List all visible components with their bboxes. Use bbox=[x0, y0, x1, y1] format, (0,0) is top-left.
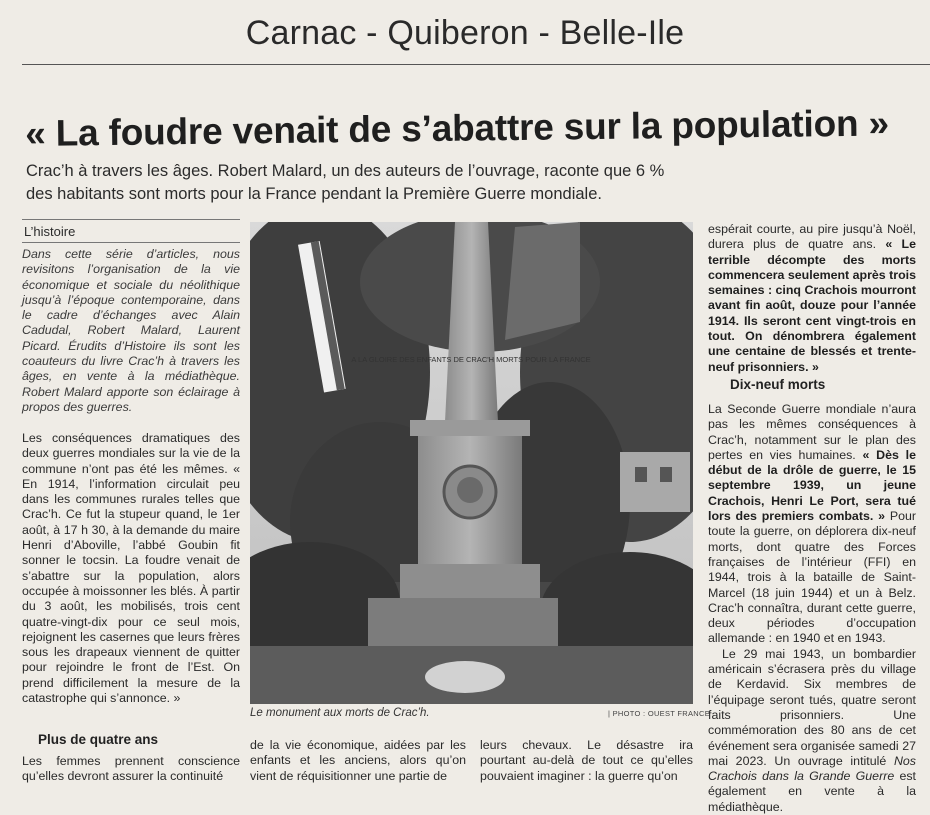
rubric-bottom-rule bbox=[22, 242, 240, 243]
monument-inscription: A LA GLOIRE DES ENFANTS DE CRAC'H MORTS POUR LA FRANCE bbox=[351, 355, 591, 364]
monument-photo bbox=[250, 222, 693, 704]
book-title: Nos Crachois dans la Grande Guerre bbox=[708, 753, 916, 784]
standfirst-line-2: des habitants sont morts pour la France pendant la Première Guerre mondiale. bbox=[26, 185, 602, 203]
column-4-part-2 bbox=[708, 402, 916, 815]
rubric-top-rule bbox=[22, 219, 240, 220]
column-1-tail: Les femmes prennent conscience qu’elles devront assurer la continuité bbox=[22, 754, 240, 784]
article-standfirst bbox=[26, 160, 726, 206]
photo-caption: Le monument aux morts de Crac’h. bbox=[250, 707, 430, 719]
masthead-rule bbox=[22, 64, 930, 65]
article-headline: « La foudre venait de s’abattre sur la population » bbox=[25, 102, 890, 154]
standfirst-line-1: Crac’h à travers les âges. Robert Malard, un des auteurs de l’ouvrage, raconte que 6 % bbox=[26, 162, 665, 180]
column-4-text-4: Le 29 mai 1943, un bombardier américain s’écrasera près du village de Kerdavid. Six membres de l’équipage seront tués, quatre seront faits prisonniers. Une commémoration des 80 ans de cet événement sera organisée samedi 27 mai 2023. Un ouvrage intitulé bbox=[708, 646, 916, 768]
column-4-part-1 bbox=[708, 222, 916, 375]
monument-photo-svg bbox=[250, 222, 693, 704]
column-4-paragraph-3 bbox=[708, 647, 916, 815]
column-1-paragraph: Les conséquences dramatiques des deux guerres mondiales sur la vie de la commune n’ont pas été les mêmes. « En 1914, l’information circulait peu dans les communes rurales telles que Crac’h. Ce fut la stupeur quand, le 1er août, à 17 h 30, à la demande du maire Henri d’Aboville, l’abbé Goubin fit sonner le tocsin. La foudre venait de s’abattre sur la population, alors occupée à moissonner les blés. À partir du 3 août, les mobilisés, trois cent quatre-vingt-dix pour ce seul mois, rejoignent les casernes que leurs frères sous les drapeaux viennent de quitter pour rejoindre le front de l’Est. On prend difficilement la mesure de la catastrophe qui s’annonce. » bbox=[22, 431, 240, 706]
column-4-quote-2: « Dès le début de la drôle de guerre, le 15 septembre 1939, un jeune Crachois, Henri Le Port, sera tué lors des premiers combats. » bbox=[708, 447, 916, 524]
column-2-tail: de la vie économique, aidées par les enfants et les anciens, alors qu’on vient de réquisitionner une partie de bbox=[250, 738, 466, 783]
photo-credit: | PHOTO : OUEST FRANCE bbox=[608, 709, 711, 718]
masthead-title: Carnac - Quiberon - Belle-Ile bbox=[245, 14, 685, 52]
column-4-text-5: est également en vente à la médiathèque. bbox=[708, 769, 916, 814]
subhead-plus-de-quatre-ans: Plus de quatre ans bbox=[38, 732, 159, 747]
column-1-body bbox=[22, 431, 240, 706]
subhead-dix-neuf-morts: Dix-neuf morts bbox=[730, 377, 826, 392]
column-4-text: espérait courte, au pire jusqu’à Noël, durera plus de quatre ans. bbox=[708, 222, 916, 252]
intro-text: Dans cette série d’articles, nous revisitons l’organisation de la vie économique et sociale du néolithique jusqu’à l’époque contemporaine, dans le cadre d’échanges avec Alain Cadudal, Robert Malard, Laurent Picard. Érudits d’Histoire ils sont les coauteurs du livre Crac’h à travers les âges, en vente à la médiathèque. Robert Malard apporte son éclairage à propos des guerres. bbox=[22, 247, 240, 414]
column-4-paragraph-2 bbox=[708, 402, 916, 647]
column-3-tail: leurs chevaux. Le désastre ira pourtant au-delà de tout ce qu’elles pouvaient imaginer : la guerre qu’on bbox=[480, 738, 693, 783]
column-4-text-2: La Seconde Guerre mondiale n’aura pas les mêmes conséquences à Crac’h, notamment sur le plan des pertes en vies humaines. bbox=[708, 402, 916, 462]
column-4-text-3: Pour toute la guerre, on déplorera dix-neuf morts, dont quatre des Forces françaises de l’intérieur (FFI) en 1944, trois à la bataille de Saint-Marcel (18 juin 1944) et un à Belz. Crac’h connaîtra, durant cette guerre, deux périodes d’occupation allemande : en 1940 et en 1943. bbox=[708, 509, 916, 646]
rubric-label: L’histoire bbox=[24, 224, 76, 239]
column-4-quote: « Le terrible décompte des morts commencera seulement après trois semaines : cinq Crachois mourront avant fin août, douze pour l’année 1914. Ils seront cent vingt-trois en tout. On dénombrera également une centaine de blessés et trente-neuf prisonniers. » bbox=[708, 237, 916, 374]
